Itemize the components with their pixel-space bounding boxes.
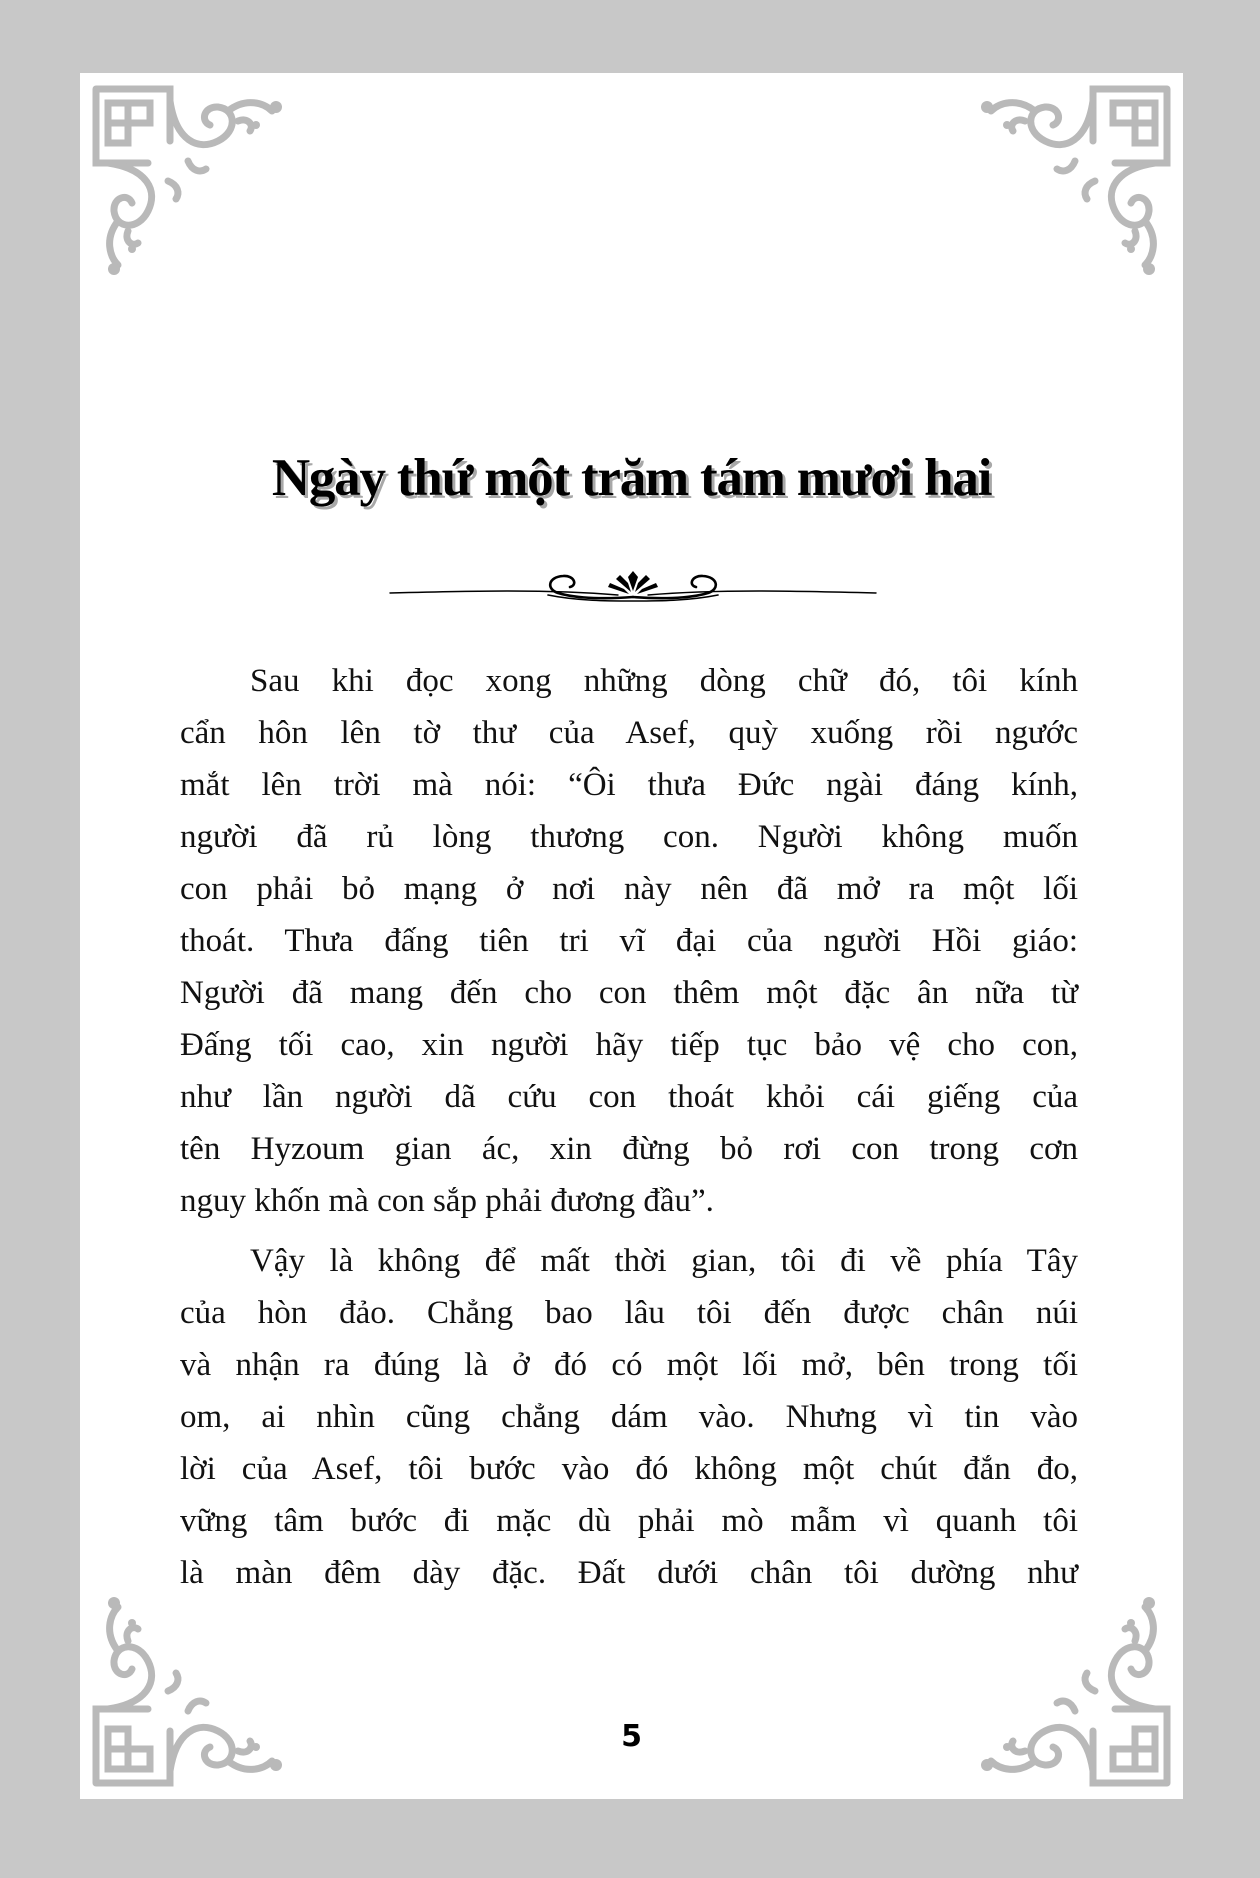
corner-ornament-icon [88,1591,288,1791]
text-line [180,1495,1078,1547]
text-line [180,811,1078,863]
paragraph [180,1235,1078,1599]
body-text [180,655,1078,1599]
text-line-content: Đấng tối cao, xin người hãy tiếp tục bảo vệ cho con, [180,1027,1078,1063]
corner-ornament-top-left-icon [88,81,288,281]
corner-ornament-icon [975,1591,1175,1791]
text-line-content: lời của Asef, tôi bước vào đó không một chút đắn đo, [180,1451,1078,1487]
text-line-content: con phải bỏ mạng ở nơi này nên đã mở ra một lối [180,871,1078,907]
book-page [80,73,1183,1799]
text-line-content: tên Hyzoum gian ác, xin đừng bỏ rơi con trong cơn [180,1131,1078,1167]
text-line [180,863,1078,915]
text-line-content: mắt lên trời mà nói: “Ôi thưa Đức ngài đáng kính, [180,767,1078,803]
text-line [180,1235,1078,1287]
text-line-content: om, ai nhìn cũng chẳng dám vào. Nhưng vì tin vào [180,1399,1078,1435]
text-line [180,1123,1078,1175]
corner-ornament-top-right-icon [975,81,1175,281]
text-line [180,655,1078,707]
text-line-content: vững tâm bước đi mặc dù phải mò mẫm vì quanh tôi [180,1503,1078,1539]
text-line-content: Sau khi đọc xong những dòng chữ đó, tôi kính [250,663,1078,699]
text-line-content: Vậy là không để mất thời gian, tôi đi về phía Tây [250,1243,1078,1279]
text-line [180,1175,1078,1227]
text-line [180,967,1078,1019]
text-line-content: nguy khốn mà con sắp phải đương đầu”. [180,1183,714,1219]
chapter-title: Ngày thứ một trăm tám mươi hai [271,449,992,507]
text-line [180,759,1078,811]
text-line [180,1287,1078,1339]
page-number: 5 [621,1719,642,1754]
text-line [180,707,1078,759]
text-line-content: của hòn đảo. Chẳng bao lâu tôi đến được chân núi [180,1295,1078,1331]
text-line-content: như lần người dã cứu con thoát khỏi cái giếng của [180,1079,1078,1115]
corner-ornament-icon [975,81,1175,281]
text-line [180,1443,1078,1495]
text-line [180,1071,1078,1123]
text-line [180,1339,1078,1391]
text-line-content: người đã rủ lòng thương con. Người không muốn [180,819,1078,855]
text-line [180,1391,1078,1443]
text-line-content: cẩn hôn lên tờ thư của Asef, quỳ xuống rồi ngước [180,715,1078,751]
flourish-divider-icon [388,565,878,605]
corner-ornament-icon [88,81,288,281]
text-line-content: là màn đêm dày đặc. Đất dưới chân tôi dường như [180,1555,1078,1591]
text-line [180,1019,1078,1071]
text-line-content: và nhận ra đúng là ở đó có một lối mở, bên trong tối [180,1347,1078,1383]
corner-ornament-bottom-right-icon [975,1591,1175,1791]
corner-ornament-bottom-left-icon [88,1591,288,1791]
text-line-content: thoát. Thưa đấng tiên tri vĩ đại của người Hồi giáo: [180,923,1078,959]
paragraph [180,655,1078,1227]
text-line [180,915,1078,967]
text-line-content: Người đã mang đến cho con thêm một đặc ân nữa từ [180,975,1078,1011]
flourish-divider-svg [388,565,878,605]
text-line [180,1547,1078,1599]
